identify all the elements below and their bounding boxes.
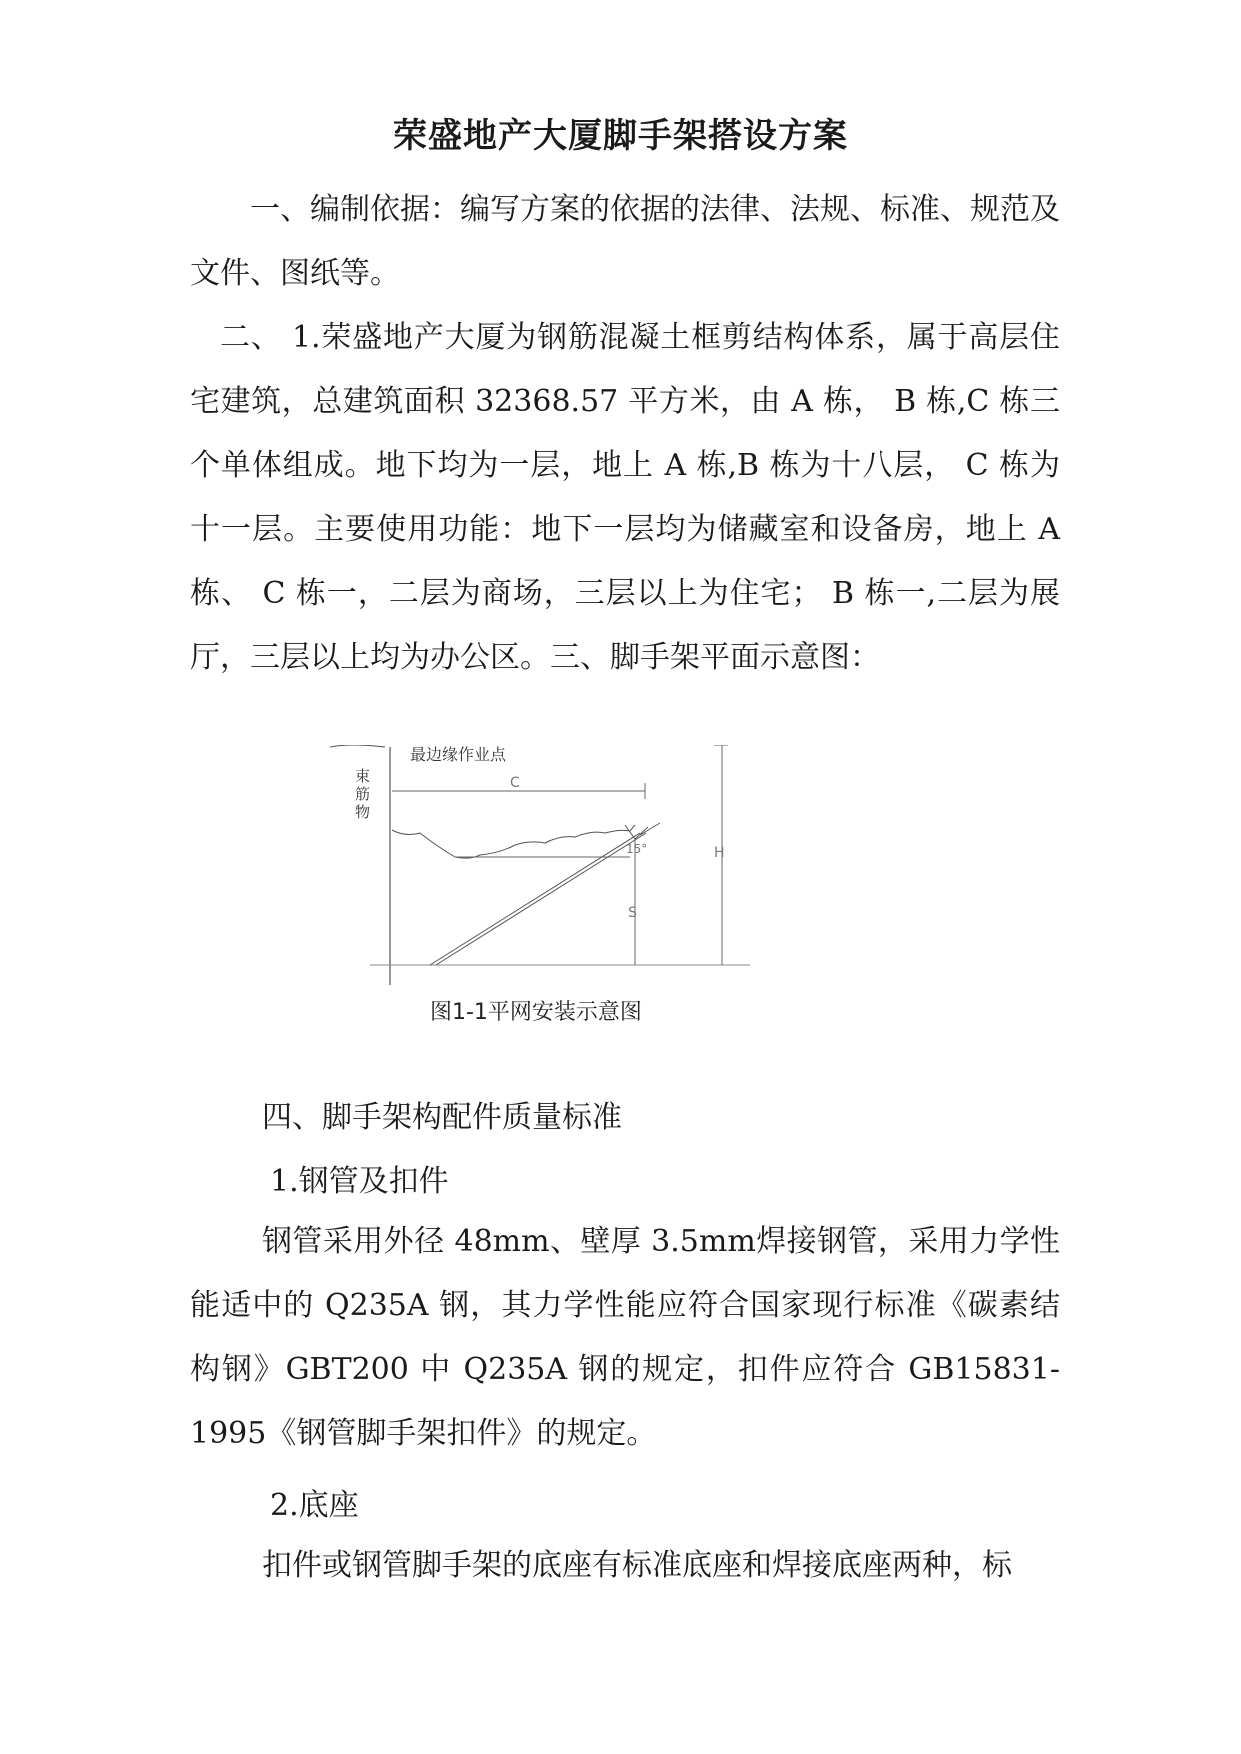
paragraph-basis: 一、编制依据：编写方案的依据的法律、法规、标准、规范及文件、图纸等。 bbox=[190, 192, 1060, 291]
item-1-text: 钢管采用外径 48mm、壁厚 3.5mm焊接钢管，采用力学性能适中的 Q235A 钢，其力学性能应符合国家现行标准《碳素结构钢》GBT200 中 Q235A 钢的规定，扣件应符合 GB15831-1995《钢管脚手架扣件》的规定。 bbox=[190, 1224, 1060, 1451]
h-label: H bbox=[714, 845, 725, 861]
net-line bbox=[392, 825, 635, 858]
side-obstacle-label: 束筋物 bbox=[355, 767, 371, 821]
c-label: C bbox=[510, 775, 520, 791]
paragraph-project-overview: 二、 1.荣盛地产大厦为钢筋混凝土框剪结构体系，属于高层住宅建筑，总建筑面积 32368.57 平方米，由 A 栋， B 栋,C 栋三个单体组成。地下均为一层，地上 A 栋,B 栋为十八层， C 栋为十一层。主要使用功能：地下一层均为储藏室和设备房，地上 A 栋、 C 栋一，二层为商场，三层以上为住宅； B 栋一,二层为展厅，三层以上均为办公区。三、脚手架平面示意图： bbox=[190, 320, 1060, 675]
diagonal-strut-1 bbox=[430, 833, 640, 965]
edge-work-point-label: 最边缘作业点 bbox=[410, 745, 507, 764]
item-2-heading: 2.底座 bbox=[270, 1488, 359, 1523]
document-title: 荣盛地产大厦脚手架搭设方案 bbox=[393, 116, 848, 156]
item-2-text: 扣件或钢管脚手架的底座有标准底座和焊接底座两种，标 bbox=[262, 1548, 1012, 1583]
diagram-drawing bbox=[330, 745, 770, 995]
diagonal-strut-2 bbox=[436, 833, 646, 965]
figure-caption: 图1-1平网安装示意图 bbox=[430, 1000, 642, 1025]
section-4-heading: 四、脚手架构配件质量标准 bbox=[262, 1100, 622, 1135]
item-1-heading: 1.钢管及扣件 bbox=[270, 1164, 449, 1199]
angle-label: 15° bbox=[626, 842, 648, 856]
top-edge-line bbox=[330, 745, 385, 747]
s-label: S bbox=[628, 905, 637, 921]
